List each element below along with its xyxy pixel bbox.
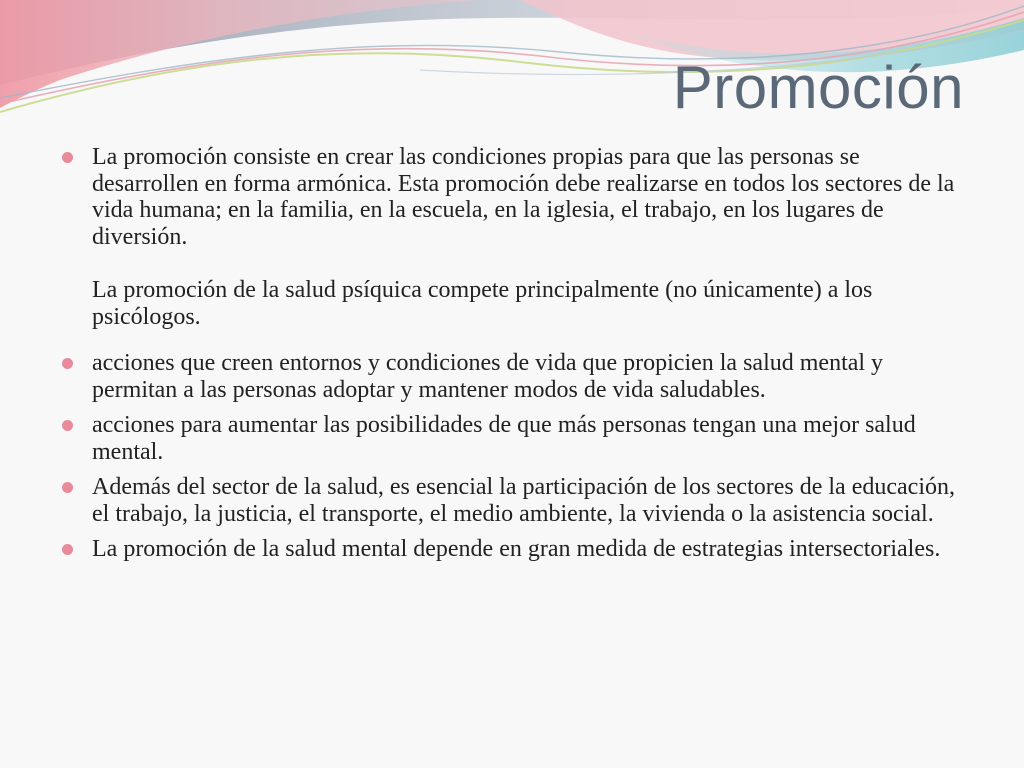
bullet-item — [62, 144, 962, 330]
bullet-dot-icon — [62, 482, 73, 493]
bullet-item — [62, 350, 962, 403]
slide-body — [62, 144, 962, 572]
bullet-dot-icon — [62, 152, 73, 163]
bullet-list — [62, 144, 962, 563]
bullet-item — [62, 474, 962, 527]
bullet-text: Además del sector de la salud, es esencial la participación de los sectores de la educación, el trabajo, la justicia, el transporte, el medio ambiente, la vivienda o la asistencia social. — [92, 474, 955, 527]
bullet-paragraph: La promoción de la salud psíquica compete principalmente (no únicamente) a los psicólogos. — [92, 277, 873, 330]
bullet-text: acciones que creen entornos y condiciones de vida que propicien la salud mental y permitan a las personas adoptar y mantener modos de vida saludables. — [92, 350, 884, 403]
bullet-text: acciones para aumentar las posibilidades de que más personas tengan una mejor salud mental. — [92, 412, 916, 465]
bullet-dot-icon — [62, 544, 73, 555]
bullet-dot-icon — [62, 358, 73, 369]
slide-title: Promoción — [672, 54, 964, 121]
bullet-text: La promoción de la salud mental depende en gran medida de estrategias intersectoriales. — [92, 536, 941, 562]
bullet-item — [62, 412, 962, 465]
bullet-dot-icon — [62, 420, 73, 431]
bullet-item — [62, 536, 962, 563]
bullet-paragraph: La promoción consiste en crear las condiciones propias para que las personas se desarrollen en forma armónica. Esta promoción debe realizarse en todos los sectores de la vida humana; en la familia, en la escuela, en la iglesia, el trabajo, en los lugares de diversión. — [92, 144, 955, 250]
